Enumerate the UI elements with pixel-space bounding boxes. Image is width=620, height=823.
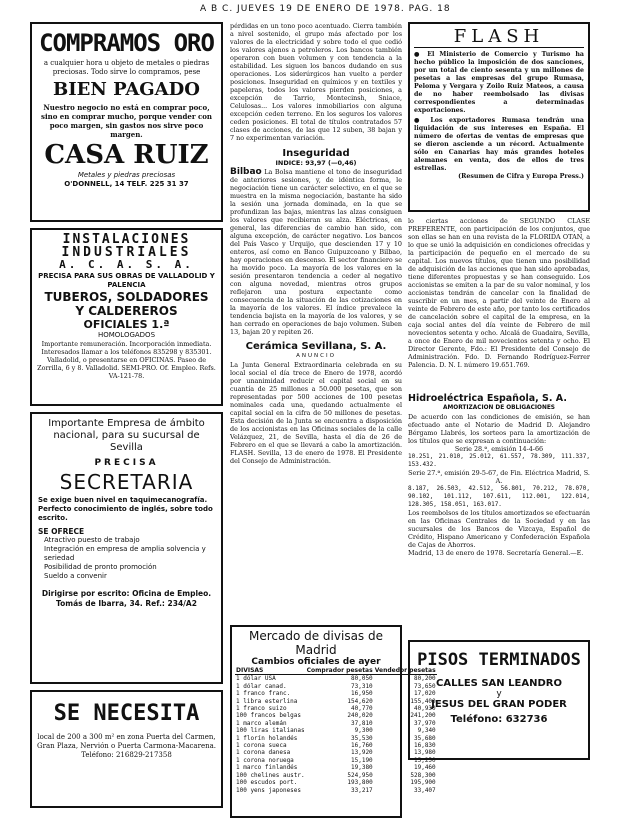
sell-rate: 33,407 [413,786,436,794]
divisas-row [235,705,437,712]
currency-name: 1 dólar USA [236,675,276,683]
currency-name: 1 dólar canad. [236,682,287,690]
ad-inst-oficiales: OFICIALES 1.ª [83,318,170,331]
hidro-serie2-data: 8.187, 26.503, 42.512, 56.801, 70.212, 78.070, 90.102, 101.112, 107.611, 112.001, 122.014, 128.305, 158.051, 163.017. [408,485,590,508]
currency-name: 100 escudos port. [236,779,298,787]
ceramica-title: Cerámica Sevillana, S. A. [245,341,387,352]
divisas-rows [235,675,437,794]
ad-sec-role: SECRETARIA [59,470,194,494]
divisas-row [235,742,437,749]
divisas-table [235,667,437,794]
hidro-text: De acuerdo con las condiciones de emisión, se han efectuado ante el Notario de Madrid D. Alejandro Bérgamo Llabrés, los sorteos para la amortización de los títulos que se expresan a continuación: [408,413,590,445]
sell-rate: 195,900 [410,779,436,787]
page-header: A B C. JUEVES 19 DE ENERO DE 1978. PAG. 18 [200,4,451,14]
divisas-row [235,675,437,683]
pisos-line1: CALLES SAN LEANDRO [436,678,562,689]
currency-name: 1 corona sueca [236,742,287,750]
divisas-row [235,749,437,756]
currency-name: 1 marco alemán [236,719,287,727]
buy-rate: 73,310 [351,682,373,690]
sell-rate: 73,650 [413,682,436,690]
ad-nec-title: SE NECESITA [53,701,200,726]
sell-rate: 528,300 [410,771,436,779]
currency-name: 1 corona danesa [236,749,291,757]
flash-item: ● El Ministerio de Comercio y Turismo ha hecho público la imposición de dos sanciones, por un total de ciento sesenta y un millones de pesetas a las empresas del grupo Rumasa, Peloma y Vergara y Zoilo Ruiz Mateos, a causa de no haber reembolsado las divisas correspondientes a determinadas exportaciones. [414,51,585,114]
ad-sec-offer: Sueldo a convenir [44,572,107,580]
divisas-header-row [235,667,437,675]
sell-rate: 19,460 [413,764,436,772]
divisas-row [235,787,437,794]
pisos-title: PISOS TERMINADOS [417,650,581,670]
divisas-row [235,735,437,742]
sell-rate: 15,250 [413,756,436,764]
ad-inst-trades2: Y CALDEREROS [75,304,178,318]
ad-inst-title2: INDUSTRIALES [61,245,192,260]
divisas-row [235,698,437,705]
divisas-row [235,720,437,727]
inseguridad-index: INDICE: 93,97 (—0,46) [275,159,357,167]
inseguridad-body: La Bolsa mantiene el tono de inseguridad de anteriores sesiones, y, de idéntica forma, le negociación tiene un carácter selectivo, en el que se muestra en la misma negociación, bastante ha sido la sesión una jornada dominada, en la que se profundizan las bajas, mientras las alzas consiguen los valores que recibieran su alza. Eléctricas, en general, las diferencias de cambio han sido, con alguna excepción, de carácter negativo. Los bancos del País Vasco y Urquijo, que descienden 17 y 10 enteros, así como en Banco Guipuzcoano y Bilbao, hay operaciones en descenso. El sector financiero se ha movido poco. La mayoría de los valores en la sesión presentaron tendencia a ceder al negativo con alguna novedad, mientras otros grupos reflejaron una postura expectante como consecuencia de la situación de las cotizaciones en la mayoría de los valores. El índice prevalece la tendencia bajista en la mayoría de los valores, y se han cerrado en operaciones de bajo volumen. Suben 13, bajan 20 y repiten 26. [230,168,402,336]
currency-name: 1 franco franc. [236,690,291,698]
ad-sec-offer: Posibilidad de pronto promoción [44,563,157,571]
ad-oro-footer1: Metales y piedras preciosas [77,171,176,179]
hidro-closing: Los reembolsos de los títulos amortizados se efectuarán en las Oficinas Centrales de la Sociedad y en las sucursales de los Bancos de Vizcaya, Español de Crédito, Hispano Americano y Confederación Española de Cajas de Ahorros. [408,509,590,549]
inseguridad-city: Bilbao [230,167,262,177]
inseguridad-title: Inseguridad [282,148,350,159]
divisas-col-header: DIVISAS [235,667,306,675]
inseguridad-text [230,168,402,336]
ad-inst-need: PRECISA PARA SUS OBRAS DE VALLADOLID Y PALENCIA [38,272,215,289]
buy-rate: 40,770 [351,705,373,713]
right-column [408,22,590,818]
buy-rate: 80,050 [351,675,373,683]
buy-rate: 13,920 [351,749,373,757]
buy-rate: 37,810 [351,719,373,727]
buy-rate: 524,950 [347,771,373,779]
hidro-title: Hidroeléctrica Española, S. A. [408,393,567,404]
ad-inst-homologados: HOMOLOGADOS [97,331,156,339]
sell-rate: 40,930 [413,705,436,713]
ad-sec-offer-title: SE OFRECE [38,527,85,536]
currency-name: 100 chelines austr. [236,771,305,779]
divisas-row [235,683,437,690]
currency-name: 100 yens japoneses [236,786,302,794]
ad-secretaria [30,412,223,684]
ad-se-necesita [30,690,223,808]
ad-oro-desc: Nuestro negocio no está en comprar poco, sino en comprar mucho, porque vender con poco margen, sin gastos nos sirve poco margen. [41,103,212,139]
flash-item-text: El Ministerio de Comercio y Turismo ha hecho público la imposición de dos sanciones, por un total de ciento sesenta y un millones de pesetas a las empresas del grupo Rumasa, Peloma y Vergara y Zoilo Ruiz Mateos, a causa de no haber reembolsado las divisas correspondientes a determinadas exportaciones. [414,51,585,114]
flash-item: ● Los exportadores Rumasa tendrán una liquidación de sus intereses en España. El número de ofertas de ventas de empresas que se dieron asciende a un récord. Actualmente sólo en Canarias hay más grandes hoteles alemanes en venta, dos de ellos de tres estrellas. [414,117,585,172]
divisas-row [235,779,437,786]
ad-sec-offers [44,536,215,581]
buy-rate: 16,950 [351,690,373,698]
pisos-y: y [496,689,502,699]
left-column [30,22,223,818]
sell-rate: 35,680 [413,734,436,742]
divisas-row [235,757,437,764]
buy-rate: 15,190 [351,756,373,764]
currency-name: 100 francos belgas [236,712,302,720]
ad-sec-contact: Dirigirse por escrito: Oficina de Empleo. Tomás de Ibarra, 34. Ref.: 234/A2 [41,589,212,608]
currency-name: 1 marco finlandés [236,764,298,772]
buy-rate: 9,300 [354,727,373,735]
ad-oro-footer2: O'DONNELL, 14 TELF. 225 31 37 [64,180,189,188]
currency-name: 1 franco suizo [236,705,287,713]
shares-notice: lo ciertas acciones de SEGUNDO CLASE PREFERENTE, con participación de los conjuntos, que son ellas se han en una revista de la FLORIDA OTAN, a lo que se unió la adquisición en condiciones ofrecidas y la participación de pequeño en el mercado de su capital. Los nuevos títulos, que tienen una posibilidad de adquisición de las acciones que han sido aprobadas, tiene diferentes propuestas y se han conseguido. Los accionistas se emiten a la par de su valor nominal, y los accionistas tendrán de cancelar con la finalidad de suscribir en un mes, a partir del veinte de Enero al veinte de Febrero de este año, por tanto los certificados de cancelación sobre el capital de la empresa, en la caja social antes del día veinte de Febrero de mil novecientos setenta y ocho. Alcalá de Guadaira, Sevilla, a once de Enero de mil novecientos setenta y ocho. El Director Gerente, Fdo.: El Presidente del Consejo de Administración. Fdo. D. Fernando Rodríguez-Ferrer Palencia. D. N. I. número 19.651.769. [408,217,590,369]
market-report-top: pérdidas en un tono poco acentuado. Cierra también a nivel sostenido, el grupo más afectado por los valores de la electricidad y sobre todo el que cedió los valores ajenos a petroleros. Los bancos también operaron con buen volumen y con tendencia a la estabilidad. Les siguen los bancos dudando en sus operaciones. Los siderúrgicos han vuelto a perder posiciones. Inseguridad en químicos y en textiles y papeleras, todos los valores pierden posiciones, a excepción de Tarrio, Montecinsh, Sniace, Celulosas... Los valores inmobiliarios con alguna excepción ceden terreno. En los seguros los valores ceden posiciones. El total de títulos contratados 57 clases de acciones, de las que 12 suben, 38 bajan y 7 no experimentan variación. [230,22,402,142]
ceramica-anuncio: ANUNCIO [296,353,336,359]
ad-inst-trades: TUBEROS, SOLDADORES [44,290,209,304]
sell-rate: 17,020 [413,690,436,698]
ad-inst-body: Importante remuneración. Incorporación inmediata. Interesados llamar a los teléfonos 835298 y 835301. Valladolid, o presentarse en OFICINAS. Paseo de Zorrilla, 6 y 8. Valladolid. SEMI-PRO. Of. Empleo. Refs. VA-121-78. [37,340,216,380]
ad-instalaciones [30,228,223,406]
pisos-phone: Teléfono: 632736 [450,714,548,725]
divisas-row [235,727,437,734]
divisas-col-header: Comprador pesetas [306,667,373,674]
currency-name: 1 corona noruega [236,756,294,764]
flash-box [408,22,590,212]
divisas-row [235,712,437,719]
ad-oro-shop: CASA RUIZ [44,140,209,170]
buy-rate: 16,760 [351,742,373,750]
sell-rate: 13,980 [413,749,436,757]
sell-rate: 37,970 [413,719,436,727]
divisas-row [235,772,437,779]
sell-rate: 80,200 [413,675,436,683]
flash-title: FLASH [414,26,584,48]
divisas-row [235,764,437,771]
divisas-col-header: Vendedor pesetas [374,667,436,674]
sell-rate: 155,400 [410,697,436,705]
ad-pisos [408,640,590,760]
ad-inst-title3: A. C. A. S. A. [59,258,194,271]
hidro-sign: Madrid, 13 de enero de 1978. Secretaría General.—E. [408,549,584,557]
buy-rate: 35,530 [351,734,373,742]
flash-item-text: Los exportadores Rumasa tendrán una liquidación de sus intereses en España. El número de ofertas de ventas de empresas que se dieron asciende a un récord. Actualmente sólo en Canarias hay más grandes hoteles alemanes en venta, dos de ellos de tres estrellas. [414,117,585,172]
sell-rate: 16,830 [413,742,436,750]
hidro-serie1: Serie 28.ª, emisión 14-4-66 [454,445,544,453]
hidro-serie2: Serie 27.ª, emisión 29-5-67, de Fin. Eléctrica Madrid, S. A. [408,469,590,485]
ad-oro-intro: a cualquier hora u objeto de metales o piedras preciosas. Todo sirve lo compramos, pese [43,59,210,76]
ad-sec-intro: Importante Empresa de ámbito nacional, para su sucursal de Sevilla [48,418,205,453]
ad-sec-req: Se exige buen nivel en taquimecanografía. Perfecto conocimiento de inglés, sobre todo escrito. [38,496,213,522]
divisas-box [230,625,436,818]
buy-rate: 33,217 [351,786,373,794]
ad-inst-title1: INSTALACIONES [62,232,191,247]
middle-column [230,22,436,818]
buy-rate: 19,380 [351,764,373,772]
ad-oro-pay: BIEN PAGADO [53,79,200,100]
flash-source: (Resumen de Cifra y Europa Press.) [458,173,584,180]
ad-sec-offer: Integración en empresa de amplia solvencia y seriedad [44,545,206,562]
currency-name: 1 florín holandés [236,734,298,742]
sell-rate: 241,200 [410,712,436,720]
ad-sec-precisa: PRECISA [94,458,159,468]
pisos-line2: JESUS DEL GRAN PODER [431,699,567,710]
divisas-row [235,690,437,697]
sell-rate: 9,340 [417,727,436,735]
ad-oro-title: COMPRAMOS ORO [39,29,214,57]
ad-nec-body: local de 200 a 300 m² en zona Puerta del Carmen, Gran Plaza, Nervión o Puerta Carmona-Macarena. Teléfono: 216829-217358 [37,733,216,759]
buy-rate: 240,020 [347,712,373,720]
divisas-subtitle: Cambios oficiales de ayer [251,657,381,667]
divisas-title: Mercado de divisas de Madrid [248,629,383,657]
buy-rate: 154,620 [347,697,373,705]
currency-name: 100 liras italianas [236,727,305,735]
ad-compramos-oro [30,22,223,222]
currency-name: 1 libra esterlina [236,697,298,705]
hidro-serie1-data: 10.251, 21.010, 25.012, 61.557, 78.309, 111.337, 153.432. [408,453,590,468]
ad-sec-offer: Atractivo puesto de trabajo [44,536,140,544]
hidro-subtitle: AMORTIZACION DE OBLIGACIONES [443,405,555,411]
ceramica-text: La Junta General Extraordinaria celebrada en su local social el día trece de Enero de 1978, acordó por unanimidad reducir el capital social en su cuantía de 25 millones a 50.000 pesetas, que son representadas por 500 acciones de 100 pesetas nominales cada una, quedando actualmente el capital social en la cifra de 50 millones de pesetas. Esta decisión de la Junta se encuentra a disposición de los accionistas en las Oficinas sociales de la calle Velázquez, 21, de Sevilla, hasta el día de 26 de Febrero en el que se llevará a cabo la amortización. FLASH. Sevilla, 13 de enero de 1978. El Presidente del Consejo de Administración. [230,361,402,465]
buy-rate: 193,800 [347,779,373,787]
